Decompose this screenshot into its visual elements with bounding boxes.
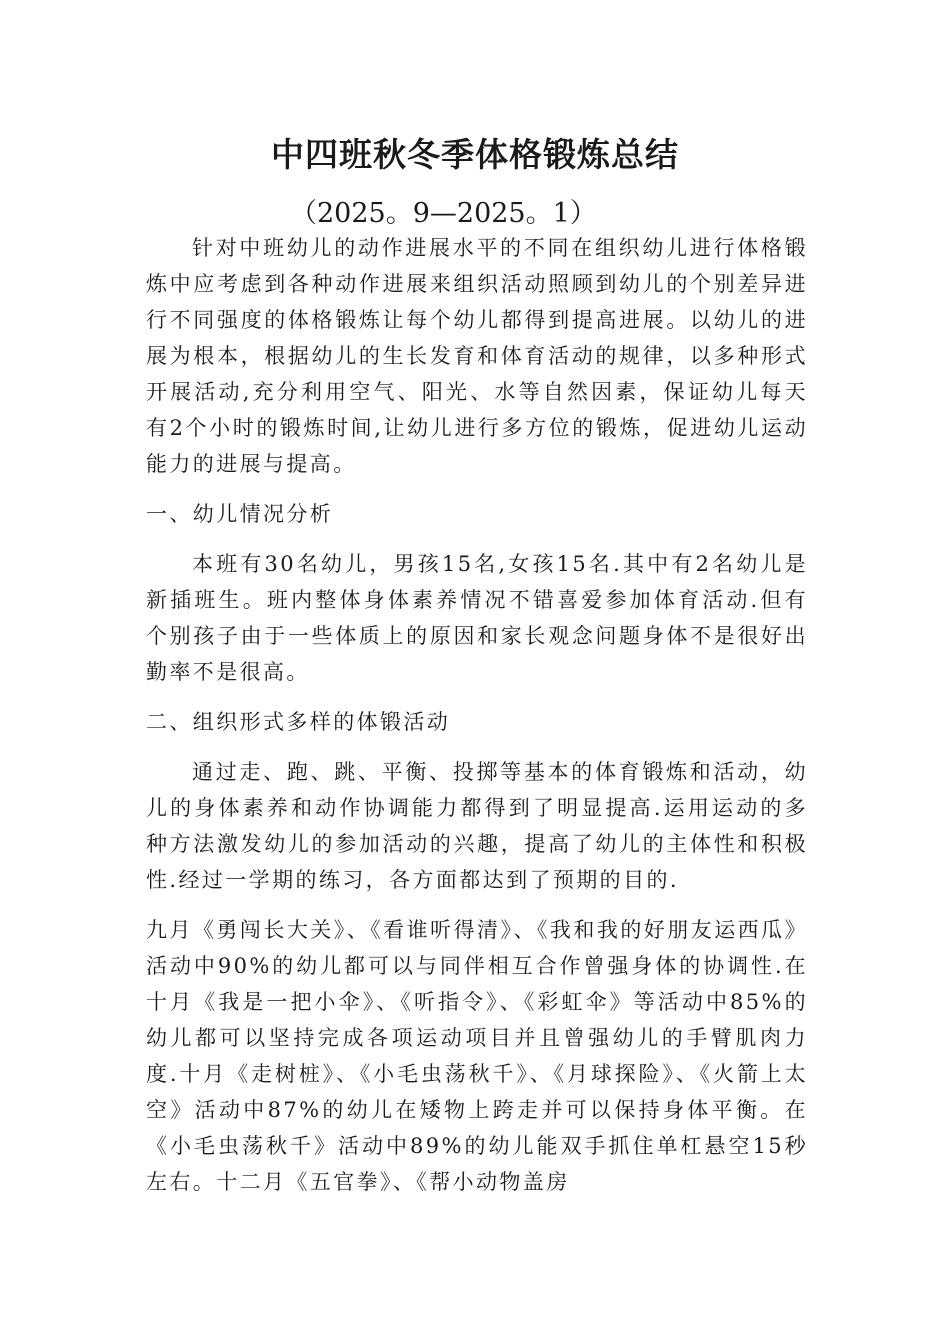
document-subtitle: （2025。9—2025。1） bbox=[290, 198, 597, 229]
section-paragraph-1: 本班有30名幼儿，男孩15名,女孩15名.其中有2名幼儿是新插班生。班内整体身体素养情况不错喜爱参加体育活动.但有个别孩子由于一些体质上的原因和家长观念问题身体不是很好出勤率不是很高。 bbox=[146, 552, 808, 684]
activity-details-paragraph: 九月《勇闯长大关》、《看谁听得清》、《我和我的好朋友运西瓜》活动中90%的幼儿都可以与同伴相互合作曾强身体的协调性.在十月《我是一把小伞》、《听指令》、《彩虹伞》等活动中85%的幼儿都可以坚持完成各项运动项目并且曾强幼儿的手臂肌肉力度.十月《走树桩》、《小毛虫荡秋千》、《月球探险》、《火箭上太空》活动中87%的幼儿在矮物上跨走并可以保持身体平衡。在《小毛虫荡秋千》活动中89%的幼儿能双手抓住单杠悬空15秒左右。十二月《五官拳》、《帮小动物盖房 bbox=[146, 918, 808, 1194]
section-paragraph-2: 通过走、跑、跳、平衡、投掷等基本的体育锻炼和活动，幼儿的身体素养和动作协调能力都得到了明显提高.运用运动的多种方法激发幼儿的参加活动的兴趣，提高了幼儿的主体性和积极性.经过一学期的练习，各方面都达到了预期的目的. bbox=[146, 760, 808, 892]
intro-paragraph: 针对中班幼儿的动作进展水平的不同在组织幼儿进行体格锻炼中应考虑到各种动作进展来组织活动照顾到幼儿的个别差异进行不同强度的体格锻炼让每个幼儿都得到提高进展。以幼儿的进展为根本，根据幼儿的生长发育和体育活动的规律，以多种形式开展活动,充分利用空气、阳光、水等自然因素，保证幼儿每天有2个小时的锻炼时间,让幼儿进行多方位的锻炼，促进幼儿运动能力的进展与提高。 bbox=[146, 236, 808, 476]
document-title: 中四班秋冬季体格锻炼总结 bbox=[271, 135, 679, 174]
section-heading-2: 二、组织形式多样的体锻活动 bbox=[146, 710, 451, 734]
document-body bbox=[146, 230, 808, 1200]
section-heading-1: 一、幼儿情况分析 bbox=[146, 502, 334, 526]
